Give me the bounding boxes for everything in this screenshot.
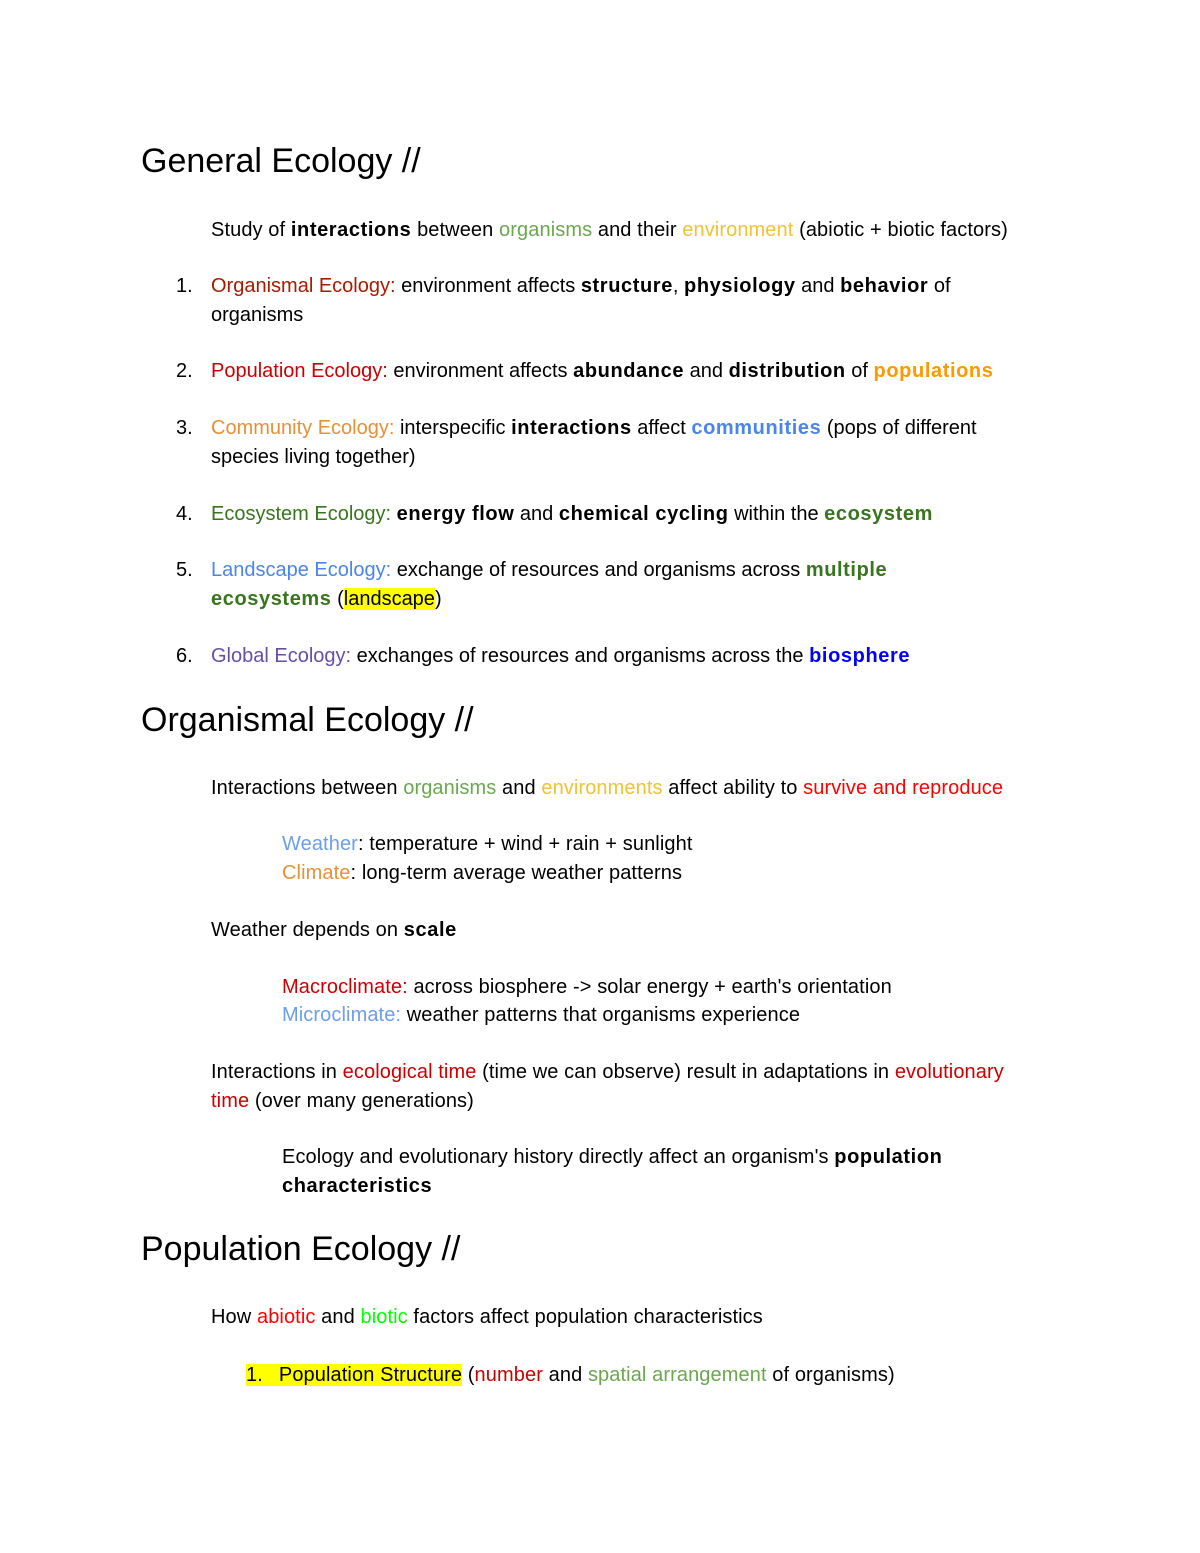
text: and their (592, 219, 683, 241)
microclimate-definition (282, 1001, 800, 1030)
ecology-type-label: Ecosystem Ecology: (211, 503, 392, 525)
ecology-type-label: Landscape Ecology: (211, 559, 392, 581)
text: : temperature + wind + rain + sunlight (357, 833, 693, 855)
text: ( (331, 588, 344, 610)
term-organisms: organisms (499, 219, 593, 241)
list-number: 6. (176, 645, 193, 667)
text: affect ability to (662, 777, 804, 799)
population-characteristics-note (282, 1143, 1072, 1201)
text: within the (728, 503, 825, 525)
text: interspecific (394, 417, 512, 439)
text: of organisms) (766, 1364, 895, 1386)
text: and (684, 360, 729, 382)
heading-general-ecology: General Ecology // (141, 142, 421, 180)
term-microclimate: Microclimate: (282, 1004, 402, 1026)
bold-term: biosphere (809, 645, 911, 667)
text: exchange of resources and organisms across (391, 559, 806, 581)
term-macroclimate: Macroclimate: (282, 976, 408, 998)
bold-term: physiology (684, 275, 796, 297)
list-number: 3. (176, 417, 193, 439)
text: (pops of different (821, 417, 977, 439)
text: ) (434, 588, 442, 610)
list-number: 5. (176, 559, 193, 581)
text: (over many generations) (249, 1090, 474, 1112)
list-number: 1. (246, 1364, 263, 1386)
text: and (496, 777, 542, 799)
text: : long-term average weather patterns (350, 862, 683, 884)
general-intro (211, 216, 1008, 245)
term-weather: Weather (282, 833, 358, 855)
text: organisms (211, 304, 304, 326)
text: and (795, 275, 841, 297)
heading-organismal-ecology: Organismal Ecology // (141, 701, 474, 739)
text: of (928, 275, 951, 297)
bold-term: communities (691, 417, 822, 439)
text: factors affect population characteristics (407, 1306, 763, 1328)
text: affect (631, 417, 692, 439)
bold-term: behavior (840, 275, 929, 297)
bold-term: populations (873, 360, 994, 382)
text: Ecology and evolutionary history directly affect an organism's (282, 1146, 835, 1168)
bold-term: ecosystem (824, 503, 933, 525)
text: Interactions in (211, 1061, 343, 1083)
text: species living together) (211, 446, 416, 468)
bold-term: characteristics (282, 1175, 433, 1197)
highlighted-term: Population Structure (263, 1364, 462, 1386)
list-item (246, 1361, 895, 1390)
bold-term: abundance (573, 360, 685, 382)
term-organisms: organisms (403, 777, 497, 799)
bold-term: interactions (511, 417, 632, 439)
text: environment affects (395, 275, 581, 297)
ecology-type-label: Community Ecology: (211, 417, 395, 439)
text: and (542, 1364, 588, 1386)
text: ( (462, 1364, 475, 1386)
term-environment: environment (682, 219, 794, 241)
bold-term: scale (403, 919, 457, 941)
bold-term: chemical cycling (558, 503, 729, 525)
text: across biosphere -> solar energy + earth's orientation (407, 976, 892, 998)
term-biotic: biotic (360, 1306, 408, 1328)
text: environment affects (387, 360, 574, 382)
text: weather patterns that organisms experience (401, 1004, 801, 1026)
climate-definition (282, 859, 682, 888)
text: and (514, 503, 559, 525)
organismal-intro (211, 774, 1003, 803)
text: Interactions between (211, 777, 404, 799)
list-number: 2. (176, 360, 193, 382)
term-abiotic: abiotic (256, 1306, 316, 1328)
bold-term: multiple (805, 559, 888, 581)
text: How (211, 1306, 257, 1328)
highlighted-term: landscape (343, 588, 435, 610)
bold-term: ecosystems (211, 588, 332, 610)
weather-definition (282, 830, 692, 859)
heading-population-ecology: Population Ecology // (141, 1230, 461, 1268)
weather-scale (211, 916, 457, 945)
bold-term: population (834, 1146, 943, 1168)
text: Weather depends on (211, 919, 404, 941)
text: (time we can observe) result in adaptations in (476, 1061, 895, 1083)
time-paragraph (211, 1058, 1071, 1116)
text: (abiotic + biotic factors) (793, 219, 1008, 241)
ecology-type-label: Population Ecology: (211, 360, 388, 382)
bold-term: energy flow (396, 503, 515, 525)
ecology-type-label: Global Ecology: (211, 645, 352, 667)
population-intro (211, 1303, 763, 1332)
text: Study of (211, 219, 291, 241)
text: exchanges of resources and organisms across the (351, 645, 810, 667)
bold-term: distribution (728, 360, 846, 382)
term-spatial-arrangement: spatial arrangement (587, 1364, 767, 1386)
text: , (672, 275, 685, 297)
text: between (411, 219, 500, 241)
term-ecological-time: ecological time (342, 1061, 477, 1083)
ecology-type-label: Organismal Ecology: (211, 275, 396, 297)
term-number: number (474, 1364, 543, 1386)
list-number: 4. (176, 503, 193, 525)
text: and (315, 1306, 361, 1328)
list-number: 1. (176, 275, 193, 297)
macroclimate-definition (282, 973, 892, 1002)
term-evolutionary: evolutionary (894, 1061, 1004, 1083)
bold-term: interactions (290, 219, 412, 241)
term-survive: survive and reproduce (803, 777, 1004, 799)
term-environments: environments (541, 777, 663, 799)
term-climate: Climate (282, 862, 351, 884)
term-time: time (211, 1090, 250, 1112)
text: of (845, 360, 874, 382)
bold-term: structure (580, 275, 673, 297)
